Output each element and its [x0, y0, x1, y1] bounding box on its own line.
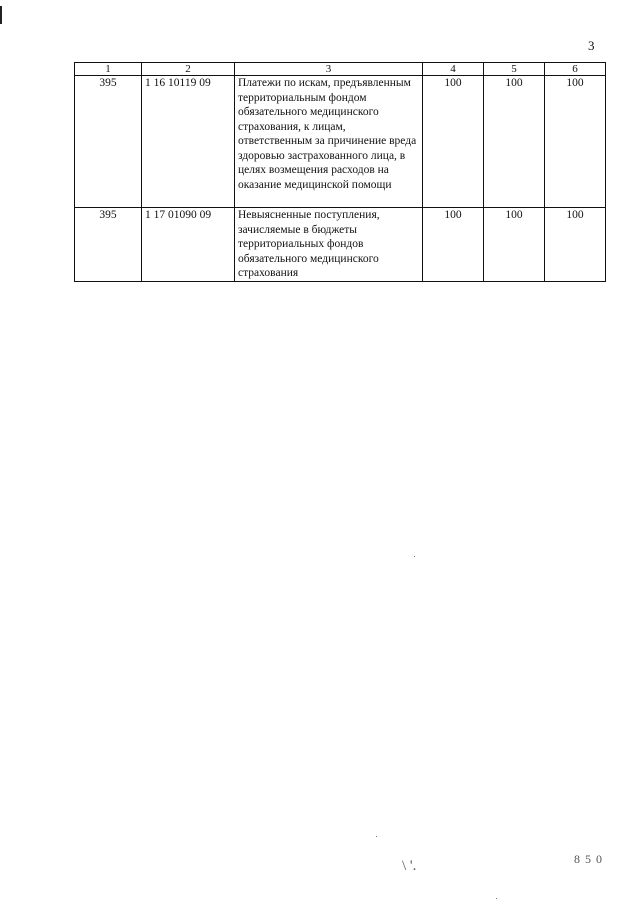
- column-header-5: 5: [484, 63, 545, 76]
- scan-speck: [376, 836, 377, 837]
- table-row: [75, 208, 606, 282]
- scan-speck: [414, 556, 415, 557]
- table-header-row: [75, 63, 606, 76]
- value-cell-5: 100: [484, 208, 545, 282]
- admin-code-cell: 395: [75, 76, 142, 208]
- column-header-2: 2: [142, 63, 235, 76]
- description-cell: Платежи по искам, предъявленным территориальным фондом обязательного медицинского страхования, к лицам, ответственным за причинение вреда здоровью застрахованного лица, в целях возмещения расходов на оказание медицинской помощи: [235, 76, 423, 208]
- income-table: [74, 62, 606, 282]
- income-code-cell: 1 16 10119 09: [142, 76, 235, 208]
- value-cell-5: 100: [484, 76, 545, 208]
- scan-edge-mark: [0, 6, 2, 24]
- value-cell-4: 100: [423, 208, 484, 282]
- column-header-3: 3: [235, 63, 423, 76]
- scan-mark-bottom-center: \ '.: [402, 858, 417, 874]
- scan-mark-bottom-right: 8 5 0: [574, 852, 603, 866]
- page-number: 3: [588, 38, 595, 53]
- value-cell-6: 100: [545, 76, 606, 208]
- column-header-1: 1: [75, 63, 142, 76]
- column-header-4: 4: [423, 63, 484, 76]
- table-row: [75, 76, 606, 208]
- admin-code-cell: 395: [75, 208, 142, 282]
- income-code-cell: 1 17 01090 09: [142, 208, 235, 282]
- column-header-6: 6: [545, 63, 606, 76]
- value-cell-6: 100: [545, 208, 606, 282]
- description-cell: Невыясненные поступления, зачисляемые в бюджеты территориальных фондов обязательного медицинского страхования: [235, 208, 423, 282]
- value-cell-4: 100: [423, 76, 484, 208]
- scan-speck: [496, 898, 497, 899]
